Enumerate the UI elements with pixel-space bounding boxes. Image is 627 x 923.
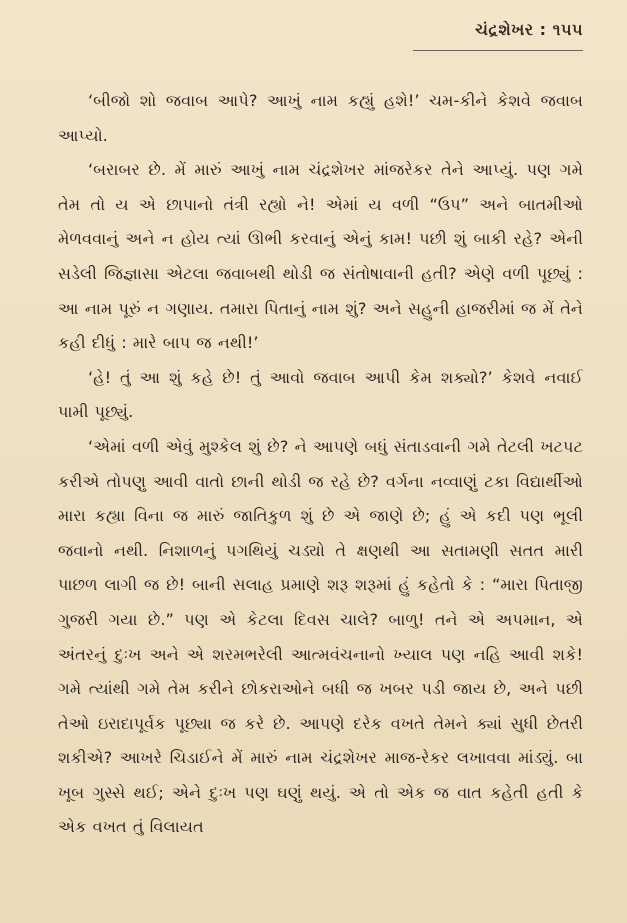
paragraph-3: ‘હે! તું આ શું કહે છે! તું આવો જવાબ આપી કેમ શક્યો?’ કેશવે નવાઈ પામી પૂછ્યું.	[58, 367, 583, 422]
paragraph-4: ‘એમાં વળી એવું મુશ્કેલ શું છે? ને આપણે બધું સંતાડવાની ગમે તેટલી ખટપટ કરીએ તોપણુ આવી વાતો છાની થોડી જ રહે છે? વર્ગના નવ્વાણું ટકા વિદ્યાર્થીઓ મારા કહ્યા વિના જ મારું જાતિકુળ શું છે એ જાણે છે; હું એ કદી પણ ભૂલી જવાનો નથી. નિશાળનું પગથિયું ચડ્યો તે ક્ષણથી આ સતામણી સતત મારી પાછળ લાગી જ છે! બાની સલાહ પ્રમાણે શરૂ શરૂમાં હું કહેતો કે : “મારા પિતાજી ગુજરી ગયા છે.” પણ એ કેટલા દિવસ ચાલે? બાળુ! તને એ અપમાન, એ અંતરનું દુઃખ અને એ શરમભરેલી આત્મવંચનાનો ખ્યાલ પણ નહિ આવી શકે! ગમે ત્યાંથી ગમે તેમ કરીને છોકરાઓને બધી જ ખબર પડી જાય છે, અને પછી તેઓ ઇરાદાપૂર્વક પૂછ્યા જ કરે છે. આપણે દરેક વખતે તેમને ક્યાં સુધી છેતરી શકીએ? આખરે ચિડાઈને મેં મારું નામ ચંદ્રશેખર માજ-રેકર લખાવવા માંડ્યું. બા ખૂબ ગુસ્સે થઈ; એને દુઃખ પણ ઘણું થયું. એ તો એક જ વાત કહેતી હતી કે એક વખત તું વિલાયત	[58, 436, 583, 837]
paragraph-2: ‘બરાબર છે. મેં મારું આખું નામ ચંદ્રશેખર માંજરેકર તેને આપ્યું. પણ ગમે તેમ તો ય એ છાપાનો તંત્રી રહ્યો ને! એમાં ય વળી “ઉપ” અને બાતમીઓ મેળવવાનું અને ન હોય ત્યાં ઊભી કરવાનું એનું કામ! પછી શું બાકી રહે? એની સડેલી જિજ્ઞાસા એટલા જવાબથી થોડી જ સંતોષાવાની હતી? એણે વળી પૂછ્યું : આ નામ પૂરું ન ગણાય. તમારા પિતાનું નામ શું? અને સહુની હાજરીમાં જ મેં તેને કહી દીધું : મારે બાપ જ નથી!’	[58, 160, 583, 353]
paragraph-1: ‘બીજો શો જવાબ આપે? આખું નામ કહ્યું હશે!’ ચમ-કીને કેશવે જવાબ આપ્યો.	[58, 91, 583, 145]
body-text	[58, 84, 583, 845]
header-rule	[413, 50, 583, 51]
running-head: ચંદ્રશેખર : ૧૫૫	[475, 20, 583, 39]
